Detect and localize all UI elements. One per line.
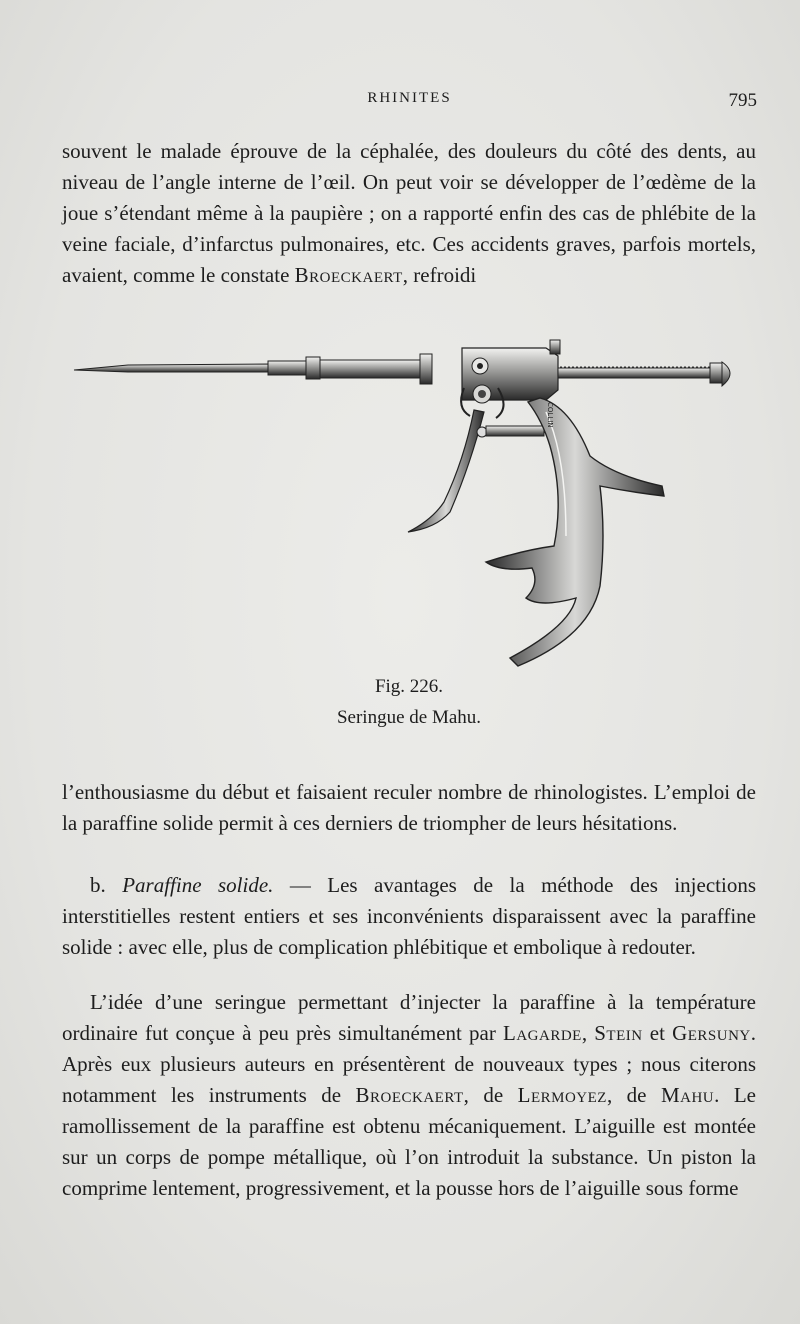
figure-caption: Seringue de Mahu. <box>336 707 482 728</box>
paragraph-text: , de <box>463 1083 518 1107</box>
paragraph-text: , de <box>606 1083 661 1107</box>
running-title: RHINITES <box>367 90 452 106</box>
author-name: Lagarde <box>503 1021 582 1045</box>
author-name: Lermoyez <box>517 1083 607 1107</box>
trigger-lever <box>408 410 544 532</box>
pump-barrel <box>320 354 432 384</box>
paragraph-text: — Les avantages de la méthode des injections interstitielles restent entiers et ses inconvénients disparaissent avec la paraffine solide : avec elle, plus de complication phlébitique et embolique à redouter. <box>62 873 756 959</box>
paragraph-text: souvent le malade éprouve de la céphalée, des douleurs du côté des dents, au niveau de l’angle interne de l’œil. On peut voir se développer de l’œdème de la joue s’étendant même à la paupière ; on a rapporté enfin des cas de phlébite de la veine faciale, d’infarctus pulmonaires, etc. Ces accidents graves, parfois mortels, avaient, comme le constate <box>62 139 756 287</box>
page-header <box>62 90 757 116</box>
paragraph-text: . Le ramollissement de la paraffine est obtenu mécaniquement. L’aiguille est montée sur un corps de pompe métallique, où l’on introduit la substance. Un piston la comprime lentement, progressivement, et la pousse hors de l’aiguille sous forme <box>62 1083 757 1200</box>
author-name: Mahu <box>660 1083 715 1107</box>
paragraph: l’enthousiasme du début et faisaient reculer nombre de rhinologistes. L’emploi de la paraffine solide permit à ces derniers de triompher de leurs hésitations. <box>62 780 756 835</box>
paragraph-continuation <box>62 136 756 291</box>
plunger-rod <box>558 362 730 386</box>
paragraph-text: , <box>581 1021 595 1045</box>
paragraph-text: et <box>642 1021 673 1045</box>
pistol-grip-handle <box>486 398 664 666</box>
paragraph-paraffine-solide <box>62 870 756 963</box>
section-letter: b. <box>90 873 106 897</box>
paragraph-text: . Après eux plusieurs auteurs en présentèrent de nouveaux types ; nous citerons notamment les instruments de <box>62 1021 757 1107</box>
paragraph-text: L’idée d’une seringue permettant d’injecter la paraffine à la température ordinaire fut conçue à peu près simultanément par <box>62 990 756 1045</box>
author-name: Broeckaert <box>355 1083 464 1107</box>
engraved-maker-mark: COLLIN <box>546 402 554 428</box>
author-name: Broeckaert <box>294 263 403 287</box>
figure-number: Fig. 226. <box>374 676 444 697</box>
paragraph-text: , refroidi <box>402 263 477 287</box>
page-number: 795 <box>728 90 757 111</box>
author-name: Gersuny <box>672 1021 751 1045</box>
author-name: Stein <box>594 1021 643 1045</box>
syringe-illustration <box>70 336 740 678</box>
paragraph <box>62 987 756 1204</box>
needle <box>74 364 270 372</box>
needle-hub <box>268 357 320 379</box>
section-title: Paraffine solide. <box>122 873 274 897</box>
